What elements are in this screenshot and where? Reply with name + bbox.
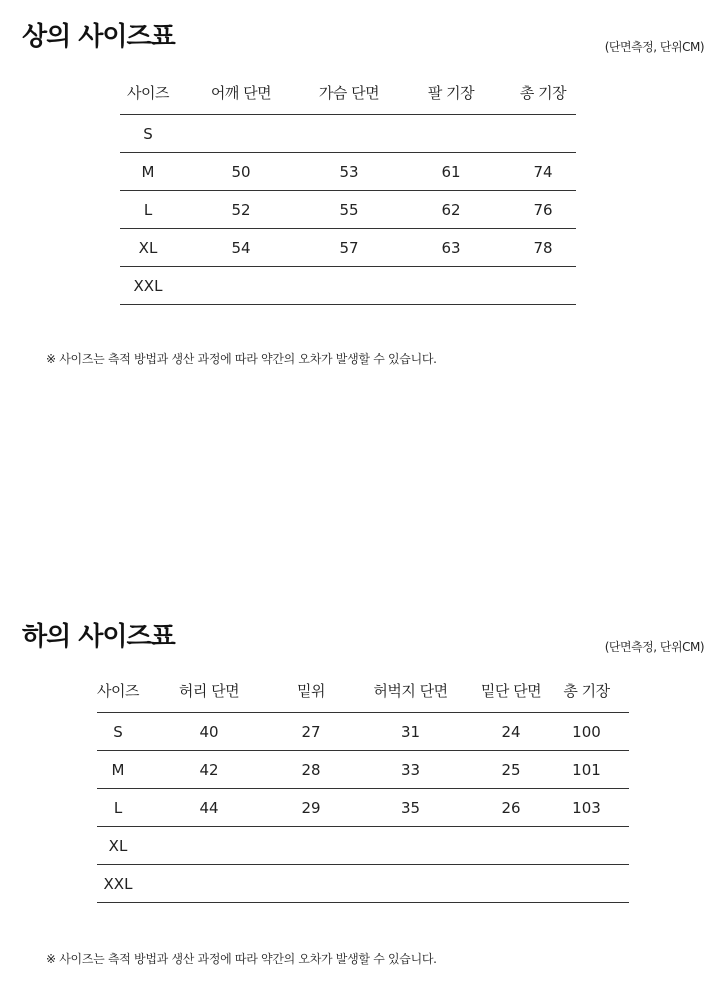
bottom-header-rise: 밑위: [279, 668, 343, 713]
table-cell: M: [120, 153, 176, 191]
bottom-footnote: ※ 사이즈는 측적 방법과 생산 과정에 따라 약간의 오차가 발생할 수 있습니다.: [46, 952, 437, 966]
top-header-row: [120, 70, 576, 115]
top-header-chest: 가슴 단면: [306, 70, 392, 115]
bottom-header-row: [97, 668, 629, 713]
table-cell: 52: [176, 191, 306, 229]
table-cell: 62: [392, 191, 510, 229]
table-cell: S: [120, 115, 176, 153]
table-cell: [176, 115, 306, 153]
bottom-header-waist: 허리 단면: [139, 668, 279, 713]
top-footnote: ※ 사이즈는 측적 방법과 생산 과정에 따라 약간의 오차가 발생할 수 있습니다.: [46, 352, 437, 366]
table-cell: [510, 267, 576, 305]
table-cell: 57: [306, 229, 392, 267]
top-unit-note: (단면측정, 단위CM): [604, 40, 704, 54]
table-cell: 103: [544, 789, 629, 827]
table-cell: [510, 115, 576, 153]
top-header-shoulder: 어깨 단면: [176, 70, 306, 115]
table-cell: 35: [343, 789, 478, 827]
table-cell: 50: [176, 153, 306, 191]
table-row: [120, 191, 576, 229]
top-header-sleeve: 팔 기장: [392, 70, 510, 115]
table-cell: 55: [306, 191, 392, 229]
table-cell: XL: [97, 827, 139, 865]
table-cell: 53: [306, 153, 392, 191]
table-row: [97, 751, 629, 789]
bottom-header-hem: 밑단 단면: [478, 668, 544, 713]
table-row: [120, 229, 576, 267]
table-cell: 25: [478, 751, 544, 789]
table-cell: L: [97, 789, 139, 827]
table-cell: 44: [139, 789, 279, 827]
table-cell: [176, 267, 306, 305]
table-cell: L: [120, 191, 176, 229]
table-row: [97, 865, 629, 903]
table-cell: [392, 115, 510, 153]
table-cell: S: [97, 713, 139, 751]
table-cell: XL: [120, 229, 176, 267]
table-row: [120, 115, 576, 153]
table-cell: [343, 865, 478, 903]
bottom-header-thigh: 허벅지 단면: [343, 668, 478, 713]
table-cell: 24: [478, 713, 544, 751]
table-cell: 26: [478, 789, 544, 827]
table-cell: [139, 865, 279, 903]
top-size-chart-title: 상의 사이즈표: [22, 22, 175, 52]
table-row: [97, 713, 629, 751]
table-cell: [544, 827, 629, 865]
table-cell: 61: [392, 153, 510, 191]
table-cell: [306, 267, 392, 305]
table-row: [97, 789, 629, 827]
table-cell: 74: [510, 153, 576, 191]
table-cell: 42: [139, 751, 279, 789]
table-cell: XXL: [97, 865, 139, 903]
table-cell: 31: [343, 713, 478, 751]
table-row: [120, 267, 576, 305]
table-cell: 78: [510, 229, 576, 267]
table-row: [97, 827, 629, 865]
table-cell: 29: [279, 789, 343, 827]
table-cell: 76: [510, 191, 576, 229]
table-cell: 101: [544, 751, 629, 789]
table-cell: [139, 827, 279, 865]
table-cell: [544, 865, 629, 903]
table-cell: [392, 267, 510, 305]
table-cell: M: [97, 751, 139, 789]
table-cell: [478, 827, 544, 865]
table-cell: 63: [392, 229, 510, 267]
table-cell: [279, 827, 343, 865]
bottom-header-size: 사이즈: [97, 668, 139, 713]
top-header-size: 사이즈: [120, 70, 176, 115]
table-cell: 27: [279, 713, 343, 751]
table-cell: 54: [176, 229, 306, 267]
top-header-length: 총 기장: [510, 70, 576, 115]
table-cell: [343, 827, 478, 865]
table-cell: [478, 865, 544, 903]
table-cell: 33: [343, 751, 478, 789]
table-cell: 100: [544, 713, 629, 751]
bottom-unit-note: (단면측정, 단위CM): [604, 640, 704, 654]
table-cell: 28: [279, 751, 343, 789]
bottom-size-chart-title: 하의 사이즈표: [22, 622, 175, 652]
table-cell: [279, 865, 343, 903]
bottom-header-length: 총 기장: [544, 668, 629, 713]
table-row: [120, 153, 576, 191]
table-cell: XXL: [120, 267, 176, 305]
bottom-size-table: [97, 668, 629, 903]
table-cell: 40: [139, 713, 279, 751]
table-cell: [306, 115, 392, 153]
top-size-table: [120, 70, 576, 305]
